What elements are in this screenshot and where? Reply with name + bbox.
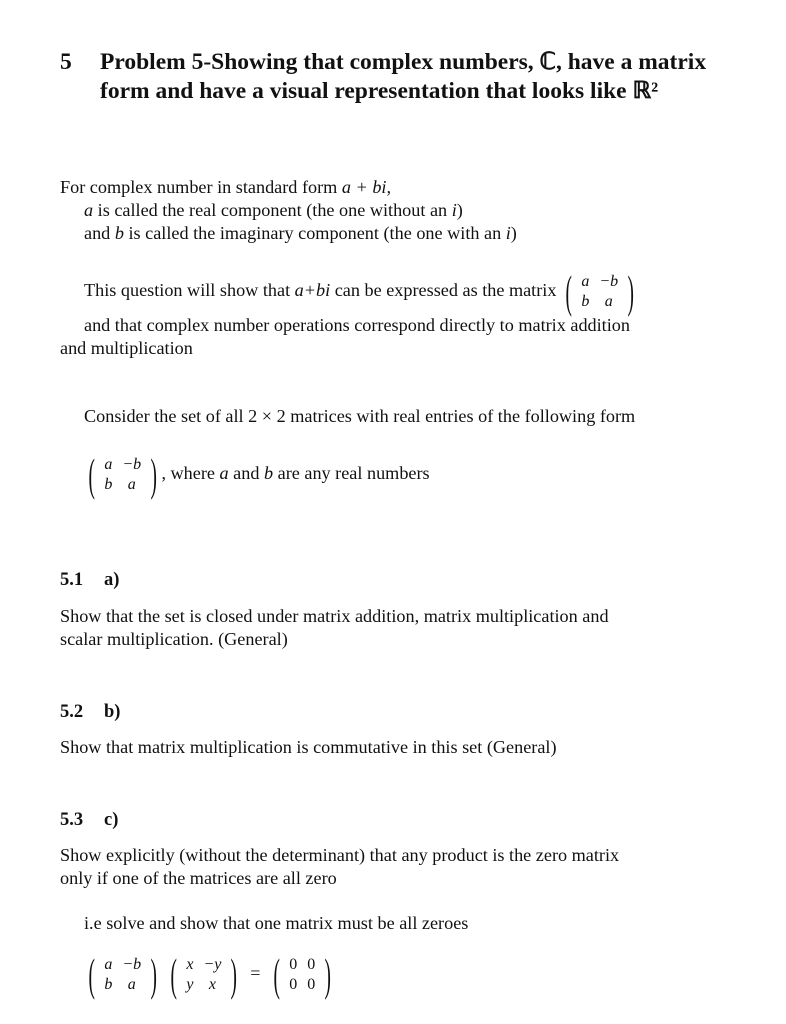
question-line-1 xyxy=(84,266,638,315)
intro-text: ) xyxy=(510,223,517,243)
intro-text: For complex number in standard form xyxy=(60,177,342,197)
intro-line-3 xyxy=(84,222,517,245)
intro-text: and xyxy=(84,223,115,243)
intro-line-1 xyxy=(60,176,391,199)
subsection-5-3-heading: 5.3 c) xyxy=(60,810,119,830)
matrix-ab: ( a −b b a ) xyxy=(565,265,634,317)
subsection-5-2-body-1: Show that matrix multiplication is commutative in this set (General) xyxy=(60,737,557,757)
variable-a: a xyxy=(84,200,94,220)
subsection-5-1-body-2: scalar multiplication. (General) xyxy=(60,629,288,649)
question-line-3: and multiplication xyxy=(60,338,193,358)
subsection-5-3-body-1: Show explicitly (without the determinant) that any product is the zero matrix xyxy=(60,845,620,865)
intro-text: ) xyxy=(456,200,463,220)
subsection-5-3-note: i.e solve and show that one matrix must be all zeroes xyxy=(84,913,469,933)
section-number: 5 xyxy=(60,49,72,75)
intro-line-2 xyxy=(84,199,463,222)
variable-i: i xyxy=(451,200,457,220)
matrix-ab: ( a −b b a ) xyxy=(88,948,158,1000)
matrix-zero: ( 0 0 0 0 ) xyxy=(273,948,332,1000)
question-text: This question will show that xyxy=(84,280,295,300)
subsection-5-3-body-2: only if one of the matrices are all zero xyxy=(60,868,337,888)
question-expression: a+bi xyxy=(294,280,331,300)
consider-line: Consider the set of all 2 × 2 matrices with real entries of the following form xyxy=(84,406,636,426)
matrix-ab: ( a −b b a ) xyxy=(88,448,158,500)
matrix-equation xyxy=(84,949,336,998)
section-title: Problem 5-Showing that complex numbers, ℂ, have a matrix form and have a visual representation that looks like ℝ² xyxy=(100,49,707,104)
subsection-5-1-body-1: Show that the set is closed under matrix addition, matrix multiplication and xyxy=(60,606,609,626)
subsection-5-2-heading: 5.2 b) xyxy=(60,702,121,722)
subsection-5-1-heading: 5.1 a) xyxy=(60,570,120,590)
intro-text: is called the imaginary component (the one with an xyxy=(123,223,506,243)
question-line-2: and that complex number operations correspond directly to matrix addition xyxy=(84,315,630,335)
matrix-xy: ( x −y y x ) xyxy=(170,948,238,1000)
consider-where: ( a −b b a ) , where a and b are any real numbers xyxy=(84,449,430,498)
intro-expression: a + bi, xyxy=(341,177,392,197)
intro-text: is called the real component (the one without an xyxy=(93,200,452,220)
variable-b: b xyxy=(114,223,124,243)
equals-sign: = xyxy=(250,963,261,983)
question-text: can be expressed as the matrix xyxy=(330,280,557,300)
variable-i: i xyxy=(505,223,511,243)
